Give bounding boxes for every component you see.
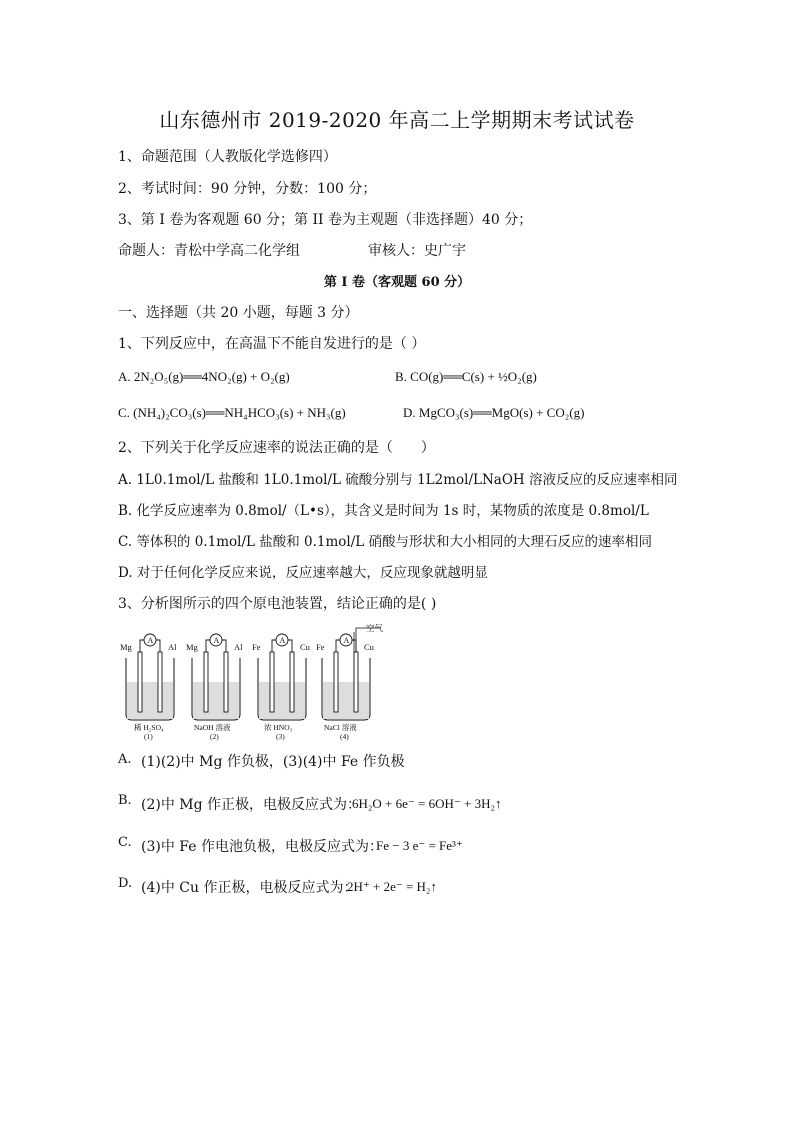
q3-option-c-equation: Fe − 3 e⁻ = Fe³⁺ xyxy=(376,838,463,853)
q3-option-a-letter: A. xyxy=(118,752,132,767)
q3-option-d-equation: 2H⁺ + 2e⁻ = H₂↑ xyxy=(347,879,437,894)
cell-2-solution xyxy=(193,682,239,719)
cell-3-right-electrode-label: Cu xyxy=(300,642,310,652)
cell-4-left-electrode-label: Fe xyxy=(316,642,325,652)
cell-1-right-electrode-label: Al xyxy=(168,642,177,652)
q1-stem: 1、下列反应中，在高温下不能自发进行的是（ ） xyxy=(118,336,426,352)
q1-option-a: A. 2N₂O₅(g)══4NO₂(g) + O₂(g) xyxy=(118,369,290,384)
q2-option-c: C. 等体积的 0.1mol/L 盐酸和 0.1mol/L 硝酸与形状和大小相同的大理石反应的速率相同 xyxy=(118,534,653,550)
note-author-row xyxy=(118,240,466,260)
ammeter-label: A xyxy=(343,636,350,645)
reviewer: 审核人：史广宇 xyxy=(368,243,466,259)
q1-option-d: D. MgCO₃(s)══MgO(s) + CO₂(g) xyxy=(403,405,585,420)
q2-option-a: A. 1L0.1mol/L 盐酸和 1L0.1mol/L 硫酸分别与 1L2mol/LNaOH 溶液反应的反应速率相同 xyxy=(118,472,678,488)
galvanic-cells-diagram xyxy=(118,624,398,742)
q1-option-c: C. (NH₄)₂CO₃(s)══NH₄HCO₃(s) + NH₃(g) xyxy=(118,405,346,420)
note-scope: 1、命题范围（人教版化学选修四） xyxy=(118,149,337,165)
air-label: 空气 xyxy=(366,624,384,633)
part1-heading: 第 I 卷（客观题 60 分） xyxy=(323,275,471,290)
cell-4-solution xyxy=(323,682,369,719)
q2-option-d: D. 对于任何化学反应来说，反应速率越大，反应现象就越明显 xyxy=(118,565,488,581)
cell-3-left-electrode-label: Fe xyxy=(252,642,261,652)
cell-1 xyxy=(120,634,177,741)
cell-3 xyxy=(252,634,311,741)
cell-4-right-electrode-label: Cu xyxy=(364,642,374,652)
section-heading: 一、选择题（共 20 小题，每题 3 分） xyxy=(118,305,359,321)
q3-option-b-text: (2)中 Mg 作正极，电极反应式为： xyxy=(141,797,362,813)
author: 命题人：青松中学高二化学组 xyxy=(118,243,300,259)
cell-1-number: (1) xyxy=(144,732,153,741)
note-parts: 3、第 I 卷为客观题 60 分；第 II 卷为主观题（非选择题）40 分； xyxy=(118,212,533,228)
q2-option-b: B. 化学反应速率为 0.8mol/（L•s），其含义是时间为 1s 时，某物质的浓度是 0.8mol/L xyxy=(118,503,649,519)
cell-3-number: (3) xyxy=(276,732,285,741)
cell-1-left-electrode-label: Mg xyxy=(120,642,132,652)
cell-3-solution xyxy=(259,682,305,719)
note-time: 2、考试时间：90 分钟，分数：100 分； xyxy=(118,181,377,197)
cell-2-solution-label: NaOH 溶液 xyxy=(194,723,231,732)
ammeter-label: A xyxy=(279,636,286,645)
cell-4-solution-label: NaCl 溶液 xyxy=(324,723,357,732)
q3-option-b-equation: 6H₂O + 6e⁻ = 6OH⁻ + 3H₂↑ xyxy=(352,796,502,811)
q3-option-c-letter: C. xyxy=(118,835,132,850)
ammeter-label: A xyxy=(147,636,154,645)
q3-stem: 3、分析图所示的四个原电池装置，结论正确的是( ) xyxy=(118,596,437,612)
cell-4-number: (4) xyxy=(340,732,349,741)
q3-option-c-text: (3)中 Fe 作电池负极，电极反应式为： xyxy=(141,839,383,855)
cell-1-solution-label: 稀 H₂SO₄ xyxy=(134,723,164,732)
exam-title: 山东德州市 2019-2020 年高二上学期期末考试试卷 xyxy=(159,108,635,132)
cell-2 xyxy=(186,634,243,741)
q3-option-a-text: (1)(2)中 Mg 作负极，(3)(4)中 Fe 作负极 xyxy=(141,754,405,770)
q2-stem: 2、下列关于化学反应速率的说法正确的是（ ） xyxy=(118,440,435,456)
q3-option-b-letter: B. xyxy=(118,793,132,808)
q3-option-d-text: (4)中 Cu 作正极，电极反应式为： xyxy=(141,880,358,896)
cell-4 xyxy=(316,634,375,741)
q1-option-b: B. CO(g)══C(s) + ½O₂(g) xyxy=(395,369,537,384)
cell-3-solution-label: 浓 HNO₃ xyxy=(264,723,293,732)
cell-2-number: (2) xyxy=(210,732,219,741)
cell-1-solution xyxy=(127,682,173,719)
ammeter-label: A xyxy=(213,636,220,645)
cell-2-right-electrode-label: Al xyxy=(234,642,243,652)
cell-2-left-electrode-label: Mg xyxy=(186,642,198,652)
q3-option-d-letter: D. xyxy=(118,876,133,891)
